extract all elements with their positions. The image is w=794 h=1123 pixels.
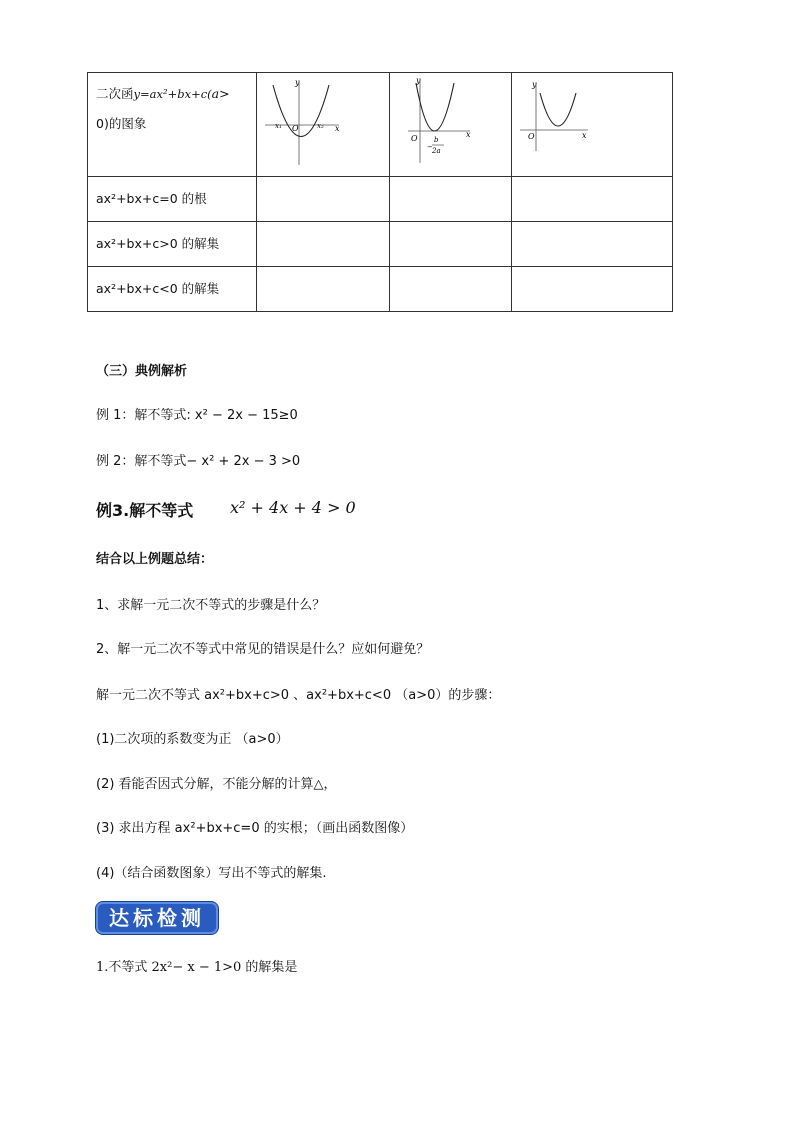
graph2-frac-num: b (434, 136, 439, 144)
row-label-graph-a: a (211, 86, 220, 101)
cell-roots-2 (390, 177, 512, 222)
row-label-lt-solution: ax²+bx+c<0 的解集 (88, 267, 257, 312)
example-3-label: 例3.解不等式 (96, 501, 194, 520)
row-label-gt-solution: ax²+bx+c>0 的解集 (88, 222, 257, 267)
check-badge: 达标检测 (96, 902, 218, 934)
question-1: 1、求解一元二次不等式的步骤是什么？ (96, 598, 326, 613)
graph-two-roots (257, 73, 389, 173)
cell-gt-3 (512, 222, 673, 267)
problem-1: 1.不等式 2x²− x − 1>0 的解集是 (96, 960, 298, 975)
graph2-y-label: y (416, 76, 421, 85)
example-1: 例 1：解不等式: x² − 2x − 15≥0 (96, 408, 298, 423)
graph1-origin: O (292, 124, 299, 133)
summary-title: 结合以上例题总结： (96, 552, 214, 567)
graph1-y-label: y (295, 78, 300, 87)
row-label-graph-text: 二次函 (96, 86, 134, 101)
graph2-origin: O (411, 134, 418, 143)
example-2: 例 2：解不等式− x² + 2x − 3 >0 (96, 454, 301, 469)
step-2: (2) 看能否因式分解，不能分解的计算△， (96, 777, 337, 792)
cell-lt-3 (512, 267, 673, 312)
cell-gt-1 (257, 222, 390, 267)
quadratic-table (87, 72, 673, 312)
graph1-x2: x₂ (317, 122, 324, 130)
example-3-math: x² + 4x + 4 > 0 (230, 498, 356, 517)
question-2: 2、解一元二次不等式中常见的错误是什么？应如何避免？ (96, 642, 430, 657)
section3-title: （三）典例解析 (96, 364, 188, 379)
step-4: (4)（结合函数图象）写出不等式的解集. (96, 866, 327, 881)
graph-cell-one-root (390, 73, 512, 177)
cell-lt-2 (390, 267, 512, 312)
graph1-x-label: x (335, 124, 340, 133)
step-3: (3) 求出方程 ax²+bx+c=0 的实根；（画出函数图像） (96, 821, 414, 836)
graph-cell-no-root (512, 73, 673, 177)
row-label-graph (88, 73, 257, 177)
graph1-x1: x₁ (275, 122, 282, 130)
step-1: (1)二次项的系数变为正 （a>0） (96, 732, 289, 747)
cell-gt-2 (390, 222, 512, 267)
row-label-roots: ax²+bx+c=0 的根 (88, 177, 257, 222)
graph3-x-label: x (582, 131, 587, 140)
graph2-minus: − (427, 143, 433, 151)
cell-roots-3 (512, 177, 673, 222)
graph-one-root (390, 73, 511, 173)
graph-cell-two-roots (257, 73, 390, 177)
cell-lt-1 (257, 267, 390, 312)
row-label-graph-suffix: 0)的图象 (96, 116, 147, 131)
row-label-graph-gt: > (219, 86, 230, 101)
cell-roots-1 (257, 177, 390, 222)
graph2-frac-den: 2a (432, 147, 441, 155)
graph-no-root (512, 73, 672, 173)
graph2-x-label: x (466, 130, 471, 139)
graph3-y-label: y (532, 80, 537, 89)
row-label-graph-func: y=ax²+bx+c( (133, 87, 212, 101)
steps-intro: 解一元二次不等式 ax²+bx+c>0 、ax²+bx+c<0 （a>0）的步骤： (96, 688, 501, 703)
graph3-origin: O (528, 132, 535, 141)
